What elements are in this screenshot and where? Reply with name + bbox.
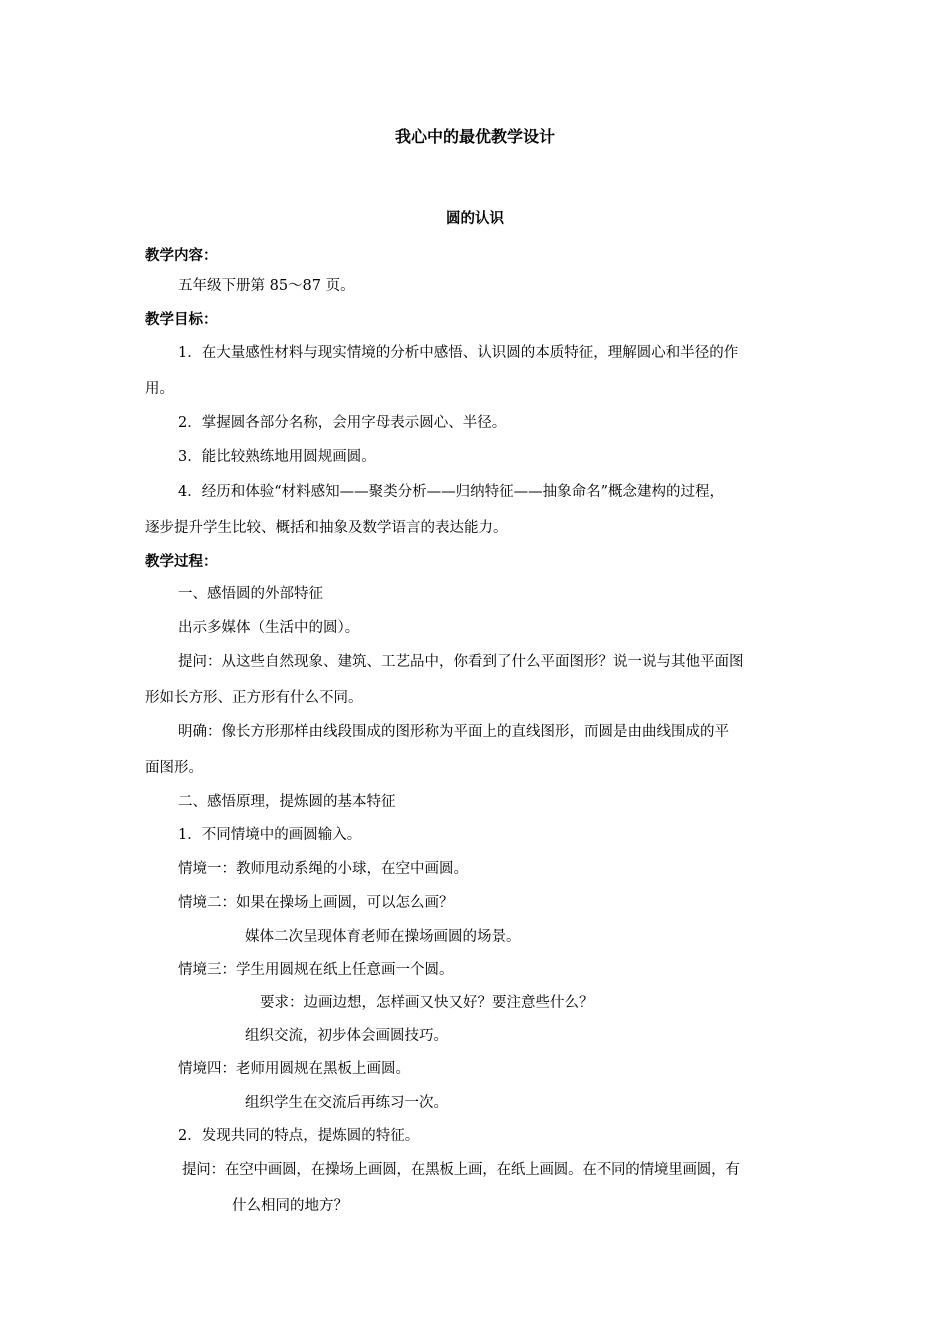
goal-line: 1．在大量感性材料与现实情境的分析中感悟、认识圆的本质特征，理解圆心和半径的作 [178, 345, 739, 361]
section-heading-goals: 教学目标： [145, 312, 218, 328]
process-line: 形如长方形、正方形有什么不同。 [145, 690, 363, 706]
process-line: 1．不同情境中的画圆输入。 [178, 827, 362, 843]
process-line: 一、感悟圆的外部特征 [178, 586, 323, 602]
section-heading-process: 教学过程： [145, 554, 218, 570]
goal-line: 3．能比较熟练地用圆规画圆。 [178, 449, 376, 465]
process-line: 情境一：教师甩动系绳的小球，在空中画圆。 [178, 861, 468, 877]
content-text: 五年级下册第 85～87 页。 [178, 278, 355, 294]
section-heading-content: 教学内容： [145, 248, 218, 264]
process-line: 情境四：老师用圆规在黑板上画圆。 [178, 1061, 410, 1077]
goal-line: 用。 [145, 381, 174, 397]
goal-line: 逐步提升学生比较、概括和抽象及数学语言的表达能力。 [145, 520, 508, 536]
process-line: 情境三：学生用圆规在纸上任意画一个圆。 [178, 962, 454, 978]
process-line: 明确：像长方形那样由线段围成的图形称为平面上的直线图形，而圆是由曲线围成的平 [178, 724, 729, 740]
goal-line: 2．掌握圆各部分名称，会用字母表示圆心、半径。 [178, 415, 507, 431]
process-line: 二、感悟原理，提炼圆的基本特征 [178, 794, 396, 810]
process-line: 组织交流，初步体会画圆技巧。 [245, 1028, 448, 1044]
process-line: 情境二：如果在操场上画圆，可以怎么画？ [178, 895, 454, 911]
process-line: 出示多媒体（生活中的圆）。 [178, 620, 360, 636]
document-title: 我心中的最优教学设计 [394, 127, 555, 146]
process-line: 组织学生在交流后再练习一次。 [245, 1095, 448, 1111]
lesson-title: 圆的认识 [446, 211, 504, 227]
process-line: 媒体二次呈现体育老师在操场画圆的场景。 [245, 929, 521, 945]
process-line: 面图形。 [145, 760, 203, 776]
process-line: 要求：边画边想，怎样画又快又好？要注意些什么？ [260, 995, 594, 1011]
process-line: 2．发现共同的特点，提炼圆的特征。 [178, 1128, 420, 1144]
process-line: 提问：在空中画圆，在操场上画圆，在黑板上画，在纸上画圆。在不同的情境里画圆，有 [182, 1162, 740, 1178]
goal-line: 4．经历和体验“材料感知——聚类分析——归纳特征——抽象命名”概念建构的过程， [178, 484, 725, 500]
process-line: 提问：从这些自然现象、建筑、工艺品中，你看到了什么平面图形？说一说与其他平面图 [178, 654, 744, 670]
process-line: 什么相同的地方？ [232, 1198, 348, 1214]
